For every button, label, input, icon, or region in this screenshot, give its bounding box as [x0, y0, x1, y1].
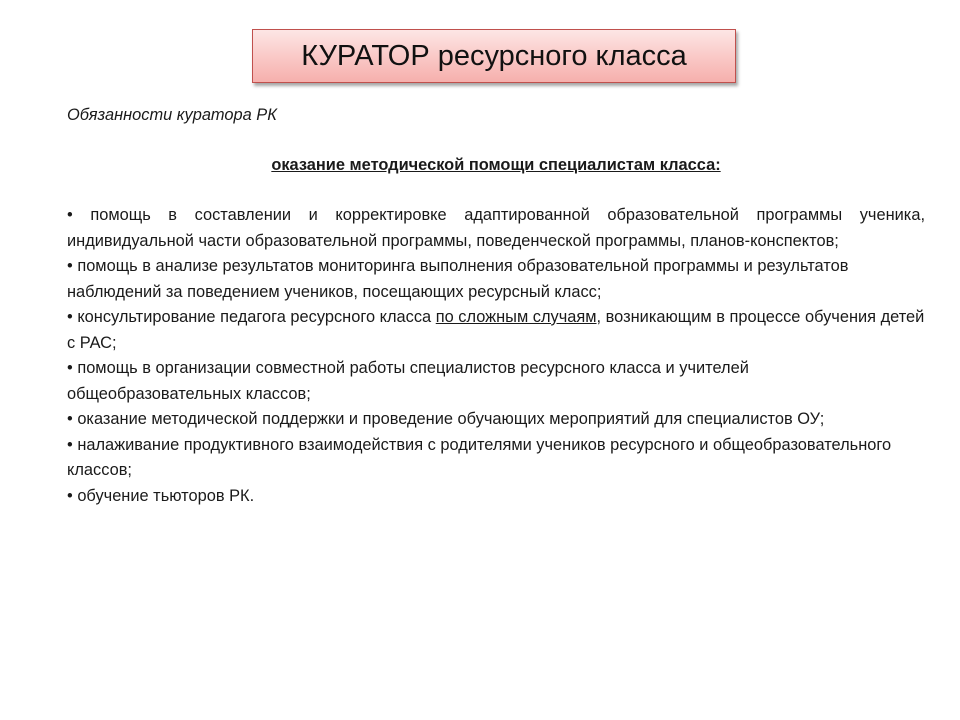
bullet: • [67, 206, 73, 224]
list-item [67, 305, 925, 356]
item-text-after: , возникающим в процессе обучения детей с РАС; [67, 308, 925, 352]
item-text: налаживание продуктивного взаимодействия с родителями учеников ресурсного и общеобразовательного классов; [67, 435, 892, 479]
bullet: • [67, 410, 73, 428]
item-text-before: консультирование педагога ресурсного класса [77, 308, 436, 326]
section-heading: оказание методической помощи специалистам класса: [271, 156, 721, 174]
duties-list [67, 203, 925, 509]
slide-title: КУРАТОР ресурсного класса [301, 39, 687, 72]
bullet: • [67, 257, 73, 275]
list-item [67, 203, 925, 254]
bullet: • [67, 486, 73, 505]
item-text: помощь в составлении и корректировке адаптированной образовательной программы ученика, индивидуальной части образовательной программы, поведенческой программы, планов-конспектов; [67, 206, 925, 250]
bullet: • [67, 359, 73, 377]
bullet: • [67, 435, 73, 454]
list-item [67, 484, 925, 510]
subtitle: Обязанности куратора РК [67, 106, 277, 124]
list-item [67, 407, 925, 433]
item-text-underlined: по сложным случаям [435, 308, 597, 326]
list-item [67, 433, 925, 484]
bullet: • [67, 308, 73, 326]
title-box [252, 29, 736, 83]
item-text: помощь в организации совместной работы специалистов ресурсного класса и учителей общеобразовательных классов; [67, 359, 749, 403]
slide-content [67, 103, 925, 509]
item-text: помощь в анализе результатов мониторинга выполнения образовательной программы и результатов наблюдений за поведением учеников, посещающих ресурсный класс; [67, 257, 849, 301]
list-item [67, 254, 925, 305]
list-item [67, 356, 925, 407]
item-text: оказание методической поддержки и проведение обучающих мероприятий для специалистов ОУ; [77, 410, 825, 428]
item-text: обучение тьюторов РК. [77, 486, 255, 505]
